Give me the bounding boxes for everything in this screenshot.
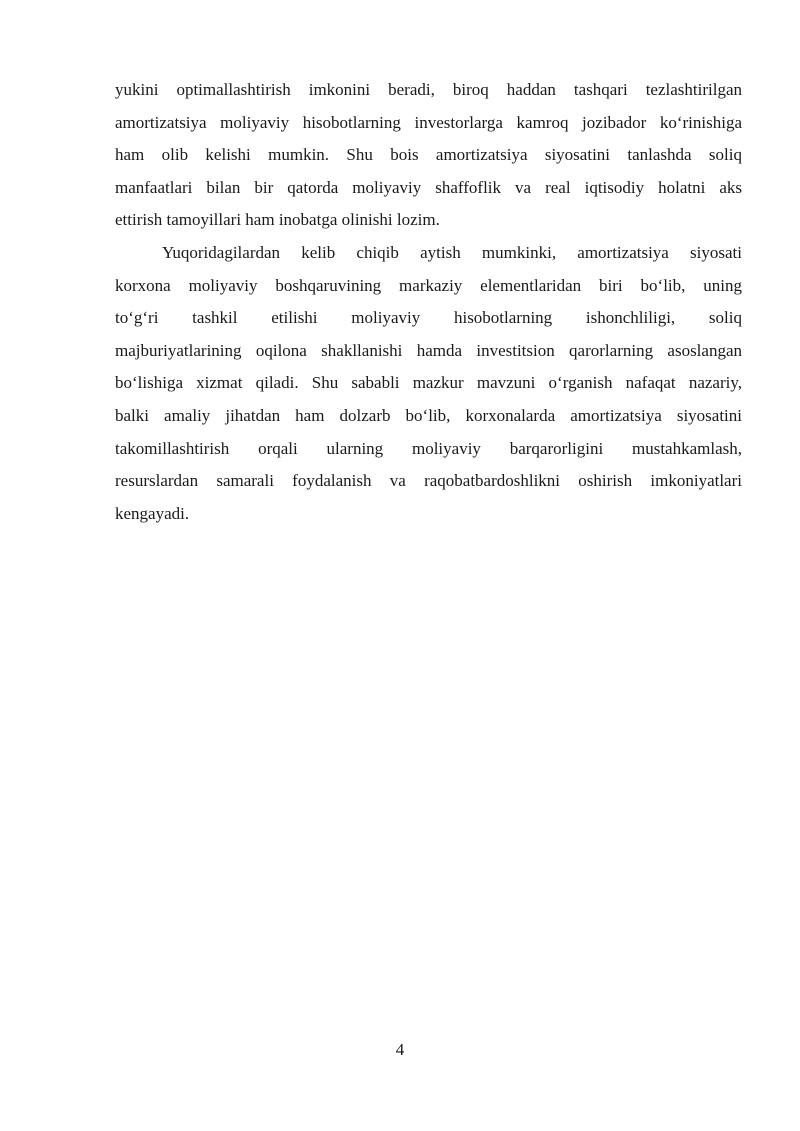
paragraph xyxy=(115,237,742,530)
text-line: manfaatlari bilan bir qatorda moliyaviy shaffoflik va real iqtisodiy holatni aks xyxy=(115,177,742,197)
text-line: Yuqoridagilardan kelib chiqib aytish mumkinki, amortizatsiya siyosati xyxy=(162,242,742,262)
text-line: korxona moliyaviy boshqaruvining markaziy elementlaridan biri bo‘lib, uning xyxy=(115,275,742,295)
text-line: majburiyatlarining oqilona shakllanishi hamda investitsion qarorlarning asoslangan xyxy=(115,340,742,360)
body-text xyxy=(115,74,742,530)
text-line: balki amaliy jihatdan ham dolzarb bo‘lib, korxonalarda amortizatsiya siyosatini xyxy=(115,405,742,425)
page-number: 4 xyxy=(395,1040,405,1059)
text-line: to‘g‘ri tashkil etilishi moliyaviy hisobotlarning ishonchliligi, soliq xyxy=(115,308,742,328)
text-line: resurslardan samarali foydalanish va raqobatbardoshlikni oshirish imkoniyatlari xyxy=(115,471,742,491)
text-line: ettirish tamoyillari ham inobatga olinishi lozim. xyxy=(115,210,440,230)
text-line: yukini optimallashtirish imkonini beradi, biroq haddan tashqari tezlashtirilgan xyxy=(115,80,742,99)
text-line: bo‘lishiga xizmat qiladi. Shu sababli mazkur mavzuni o‘rganish nafaqat nazariy, xyxy=(115,373,742,393)
text-line: kengayadi. xyxy=(115,503,190,523)
text-line: ham olib kelishi mumkin. Shu bois amortizatsiya siyosatini tanlashda soliq xyxy=(115,145,742,165)
text-line: amortizatsiya moliyaviy hisobotlarning investorlarga kamroq jozibador ko‘rinishiga xyxy=(115,112,742,132)
paragraph xyxy=(115,74,742,237)
text-line: takomillashtirish orqali ularning moliyaviy barqarorligini mustahkamlash, xyxy=(115,438,742,458)
